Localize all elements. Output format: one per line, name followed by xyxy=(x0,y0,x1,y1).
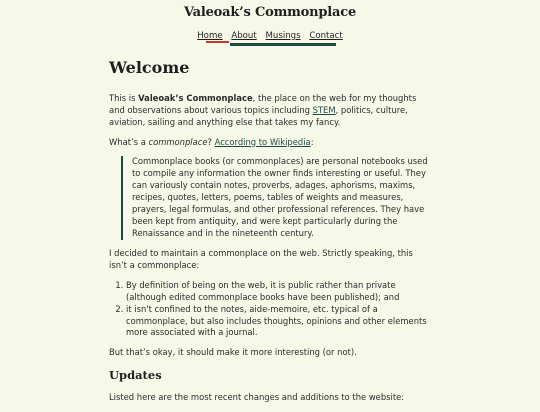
intro-middle: , the place on the web for my thoughts and observations about various topics including xyxy=(109,92,417,115)
decision-paragraph: I decided to maintain a commonplace on the web. Strictly speaking, this isn’t a commonplace: xyxy=(109,247,413,270)
stem-link[interactable]: STEM xyxy=(312,104,336,115)
wikipedia-quote xyxy=(121,156,429,239)
nav-accent-bar xyxy=(230,43,336,46)
wikipedia-link[interactable]: According to Wikipedia xyxy=(214,136,311,147)
nav-contact[interactable]: Contact xyxy=(309,31,343,41)
question-prefix: What’s a xyxy=(109,136,149,147)
intro-paragraph xyxy=(109,93,429,129)
nav-about[interactable]: About xyxy=(231,31,257,41)
intro-prefix: This is xyxy=(109,92,139,103)
main-nav xyxy=(0,30,540,42)
nav-musings[interactable]: Musings xyxy=(265,31,301,41)
main-content xyxy=(109,58,429,412)
quote-text: Commonplace books (or commonplaces) are personal notebooks used to compile any information the owner finds interesting or useful. They can variously contain notes, proverbs, adages, aphorisms, maxims, recipes, quotes, letters, poems, tables of weights and measures, prayers, legal formulas, and other professional references. They have been kept from antiquity, and were kept particularly during the Renaissance and in the nineteenth century. xyxy=(132,156,428,239)
reasons-list xyxy=(109,280,429,340)
nav-active-indicator xyxy=(206,41,229,43)
question-suffix: : xyxy=(310,136,314,147)
question-paragraph xyxy=(109,137,429,149)
commonplace-term: commonplace xyxy=(148,136,208,147)
list-item: 2. it isn't confined to the notes, aide-memoire, etc. typical of a commonplace, but also includes thoughts, opinions and other elements more associated with a journal. xyxy=(126,304,429,340)
closing-paragraph: But that’s okay, it should make it more interesting (or not). xyxy=(109,347,357,358)
page-heading: Welcome xyxy=(109,58,190,77)
list-item: 1. By definition of being on the web, it is public rather than private (although edited commonplace books have been published); and xyxy=(126,280,429,304)
updates-intro: Listed here are the most recent changes and additions to the website: xyxy=(109,391,405,402)
site-title: Valeoak’s Commonplace xyxy=(183,5,357,20)
nav-home[interactable]: Home xyxy=(197,31,223,41)
updates-heading: Updates xyxy=(109,368,162,383)
intro-suffix: , politics, culture, aviation, sailing and anything else that takes my fancy. xyxy=(109,104,408,127)
site-name-strong: Valeoak’s Commonplace xyxy=(138,92,253,103)
question-middle: ? xyxy=(207,136,215,147)
